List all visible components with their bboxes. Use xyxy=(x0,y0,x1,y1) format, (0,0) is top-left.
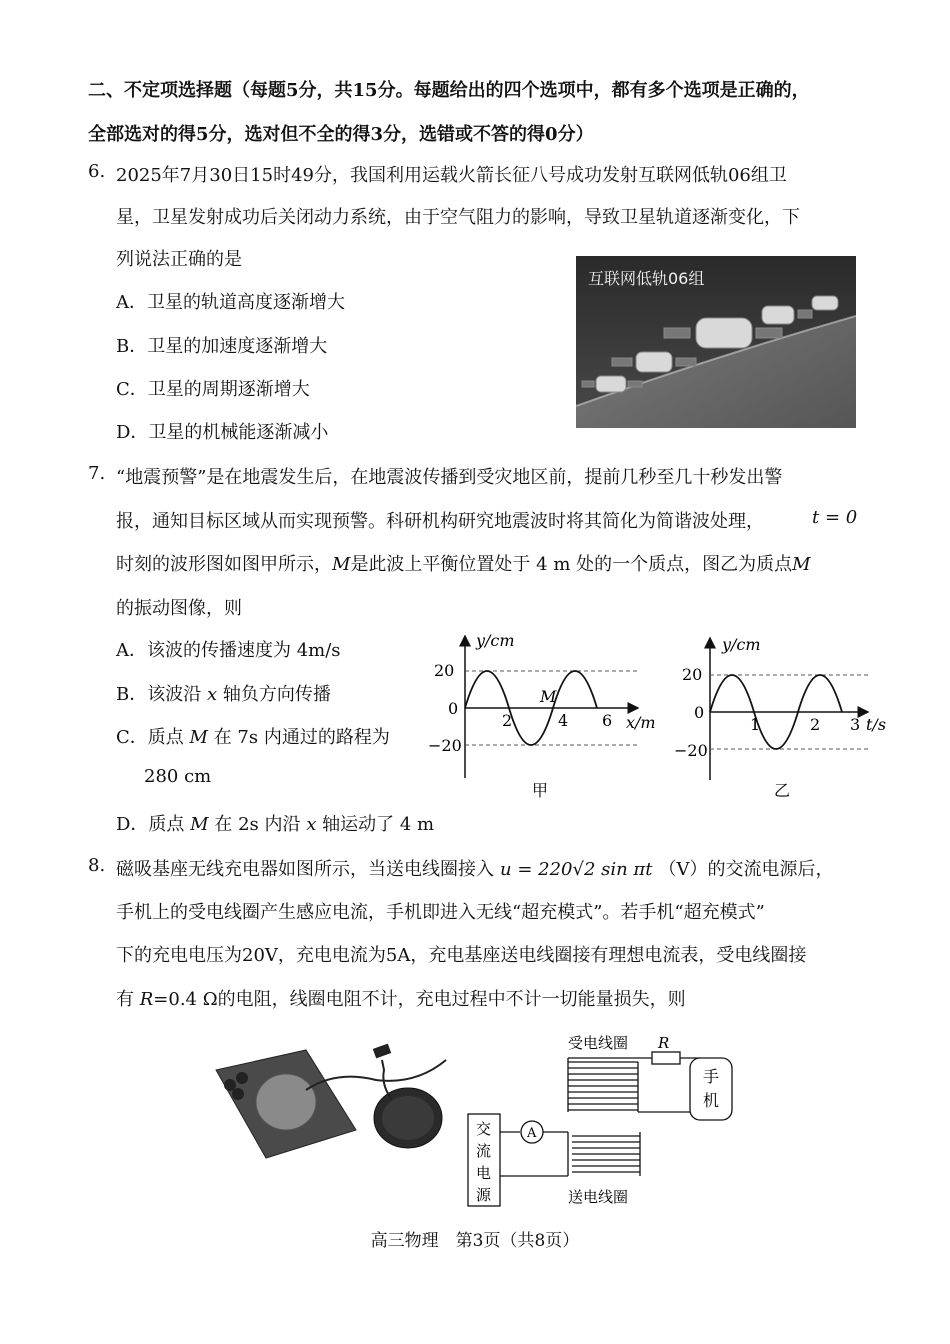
q8-number: 8. xyxy=(88,855,106,876)
section-header-line1: 二、不定项选择题（每题5分，共15分。每题给出的四个选项中，都有多个选项是正确的， xyxy=(88,80,810,101)
wave-graph-jia xyxy=(420,628,670,804)
yi-x-label: t/s xyxy=(866,715,887,734)
section-header-line2: 全部选对的得5分，选对但不全的得3分，选错或不答的得0分） xyxy=(88,124,594,145)
q6-number: 6. xyxy=(88,161,106,182)
q6-option-c: C．卫星的周期逐渐增大 xyxy=(116,379,310,400)
yi-tick-1: 1 xyxy=(750,715,761,734)
q7-option-b xyxy=(116,680,331,706)
yi-y-label: y/cm xyxy=(722,635,761,654)
q7-option-b-x: x xyxy=(206,684,218,705)
q7-option-d-x: x xyxy=(306,814,317,835)
phone-label-2: 机 xyxy=(703,1091,720,1110)
q8-stem-line2: 手机上的受电线圈产生感应电流，手机即进入无线“超充模式”。若手机“超充模式” xyxy=(116,902,765,923)
jia-point-m: M xyxy=(540,687,557,706)
phone-label-1: 手 xyxy=(703,1067,720,1086)
q8-stem-line1-b: （V）的交流电源后， xyxy=(658,859,834,880)
q7-option-c-c: 在 7s 内通过的路程为 xyxy=(213,727,390,748)
q7-number: 7. xyxy=(88,463,106,484)
jia-y-neg: −20 xyxy=(428,736,462,755)
q7-option-a: A．该波的传播速度为 4m/s xyxy=(116,640,341,661)
q7-option-d-a: D．质点 xyxy=(116,814,185,835)
q7-option-c-a: C．质点 xyxy=(116,727,184,748)
q7-option-d xyxy=(116,810,434,836)
jia-tick-2: 2 xyxy=(502,711,513,730)
q7-option-d-m: M xyxy=(190,814,209,835)
q7-stem-line1: “地震预警”是在地震发生后，在地震波传播到受灾地区前，提前几秒至几十秒发出警 xyxy=(116,467,783,488)
satellite-photo xyxy=(576,256,856,428)
jia-origin: 0 xyxy=(448,699,459,718)
q7-time-zero: t = 0 xyxy=(812,507,858,528)
yi-origin: 0 xyxy=(694,703,705,722)
source-label-1: 交 xyxy=(476,1120,492,1138)
q8-stem-line1 xyxy=(116,855,834,881)
q6-stem-line3: 列说法正确的是 xyxy=(116,249,242,270)
page-footer: 高三物理 第3页（共8页） xyxy=(370,1231,580,1251)
charging-pad-illustration xyxy=(374,1088,442,1148)
q7-stem-m1: M xyxy=(332,554,351,575)
q7-option-c-line2: 280 cm xyxy=(144,766,212,787)
send-coil xyxy=(568,1132,640,1176)
q8-stem-line4-c: =0.4 Ω的电阻，线圈电阻不计，充电过程中不计一切能量损失，则 xyxy=(153,989,686,1010)
q7-option-d-c: 在 2s 内沿 xyxy=(214,814,301,835)
q7-option-b-a: B．该波沿 xyxy=(116,684,202,705)
q6-option-a: A．卫星的轨道高度逐渐增大 xyxy=(116,292,345,313)
jia-y-label: y/cm xyxy=(476,631,515,650)
photo-caption: 互联网低轨06组 xyxy=(588,269,705,288)
yi-y-pos: 20 xyxy=(682,665,703,684)
q8-stem-line1-a: 磁吸基座无线充电器如图所示，当送电线圈接入 xyxy=(116,859,494,880)
q6-option-b: B．卫星的加速度逐渐增大 xyxy=(116,336,328,357)
circuit-diagram xyxy=(460,1028,760,1208)
q8-stem-line3: 下的充电电压为20V，充电电流为5A，充电基座送电线圈接有理想电流表，受电线圈接 xyxy=(116,945,807,966)
wireless-charger-photo xyxy=(196,1030,476,1170)
source-label-4: 源 xyxy=(476,1186,492,1204)
q8-resistor-r: R xyxy=(139,989,154,1010)
q7-stem-line3-c: 是此波上平衡位置处于 4 m 处的一个质点，图乙为质点 xyxy=(350,554,793,575)
q7-stem-line3-a: 时刻的波形图如图甲所示， xyxy=(116,554,332,575)
resistor-symbol xyxy=(652,1052,680,1064)
q6-stem-line2: 星，卫星发射成功后关闭动力系统，由于空气阻力的影响，导致卫星轨道逐渐变化，下 xyxy=(116,207,800,228)
jia-tick-6: 6 xyxy=(602,711,613,730)
q8-stem-line4 xyxy=(116,985,686,1011)
q7-stem-m2: M xyxy=(792,554,811,575)
receive-coil-label: 受电线圈 xyxy=(568,1034,629,1052)
yi-caption: 乙 xyxy=(774,781,791,800)
yi-tick-3: 3 xyxy=(850,715,861,734)
source-label-2: 流 xyxy=(476,1142,492,1160)
jia-x-label: x/m xyxy=(626,713,656,732)
q7-option-b-c: 轴负方向传播 xyxy=(222,684,331,705)
jia-caption: 甲 xyxy=(532,781,549,800)
phone-illustration xyxy=(216,1050,356,1158)
q7-option-c xyxy=(116,723,390,749)
q7-stem-line4: 的振动图像，则 xyxy=(116,598,242,619)
send-coil-label: 送电线圈 xyxy=(568,1188,629,1206)
q8-stem-line4-a: 有 xyxy=(116,989,134,1010)
q7-stem-line3 xyxy=(116,550,811,576)
q7-stem-line2: 报，通知目标区域从而实现预警。科研机构研究地震波时将其简化为简谐波处理， xyxy=(116,511,764,532)
yi-y-neg: −20 xyxy=(674,741,708,760)
q6-stem-line1: 2025年7月30日15时49分，我国利用运载火箭长征八号成功发射互联网低轨06组卫 xyxy=(116,165,787,186)
resistor-label: R xyxy=(658,1034,670,1052)
q7-option-d-e: 轴运动了 4 m xyxy=(322,814,435,835)
q8-formula: u = 220√2 sin πt xyxy=(500,859,653,880)
vibration-graph-yi xyxy=(670,630,900,806)
q6-option-d: D．卫星的机械能逐渐减小 xyxy=(116,422,329,443)
ammeter-label: A xyxy=(527,1126,537,1141)
yi-tick-2: 2 xyxy=(810,715,821,734)
receive-coil xyxy=(568,1058,638,1112)
jia-y-pos: 20 xyxy=(434,661,455,680)
source-label-3: 电 xyxy=(476,1164,492,1182)
q7-option-c-m: M xyxy=(189,727,208,748)
jia-tick-4: 4 xyxy=(558,711,569,730)
